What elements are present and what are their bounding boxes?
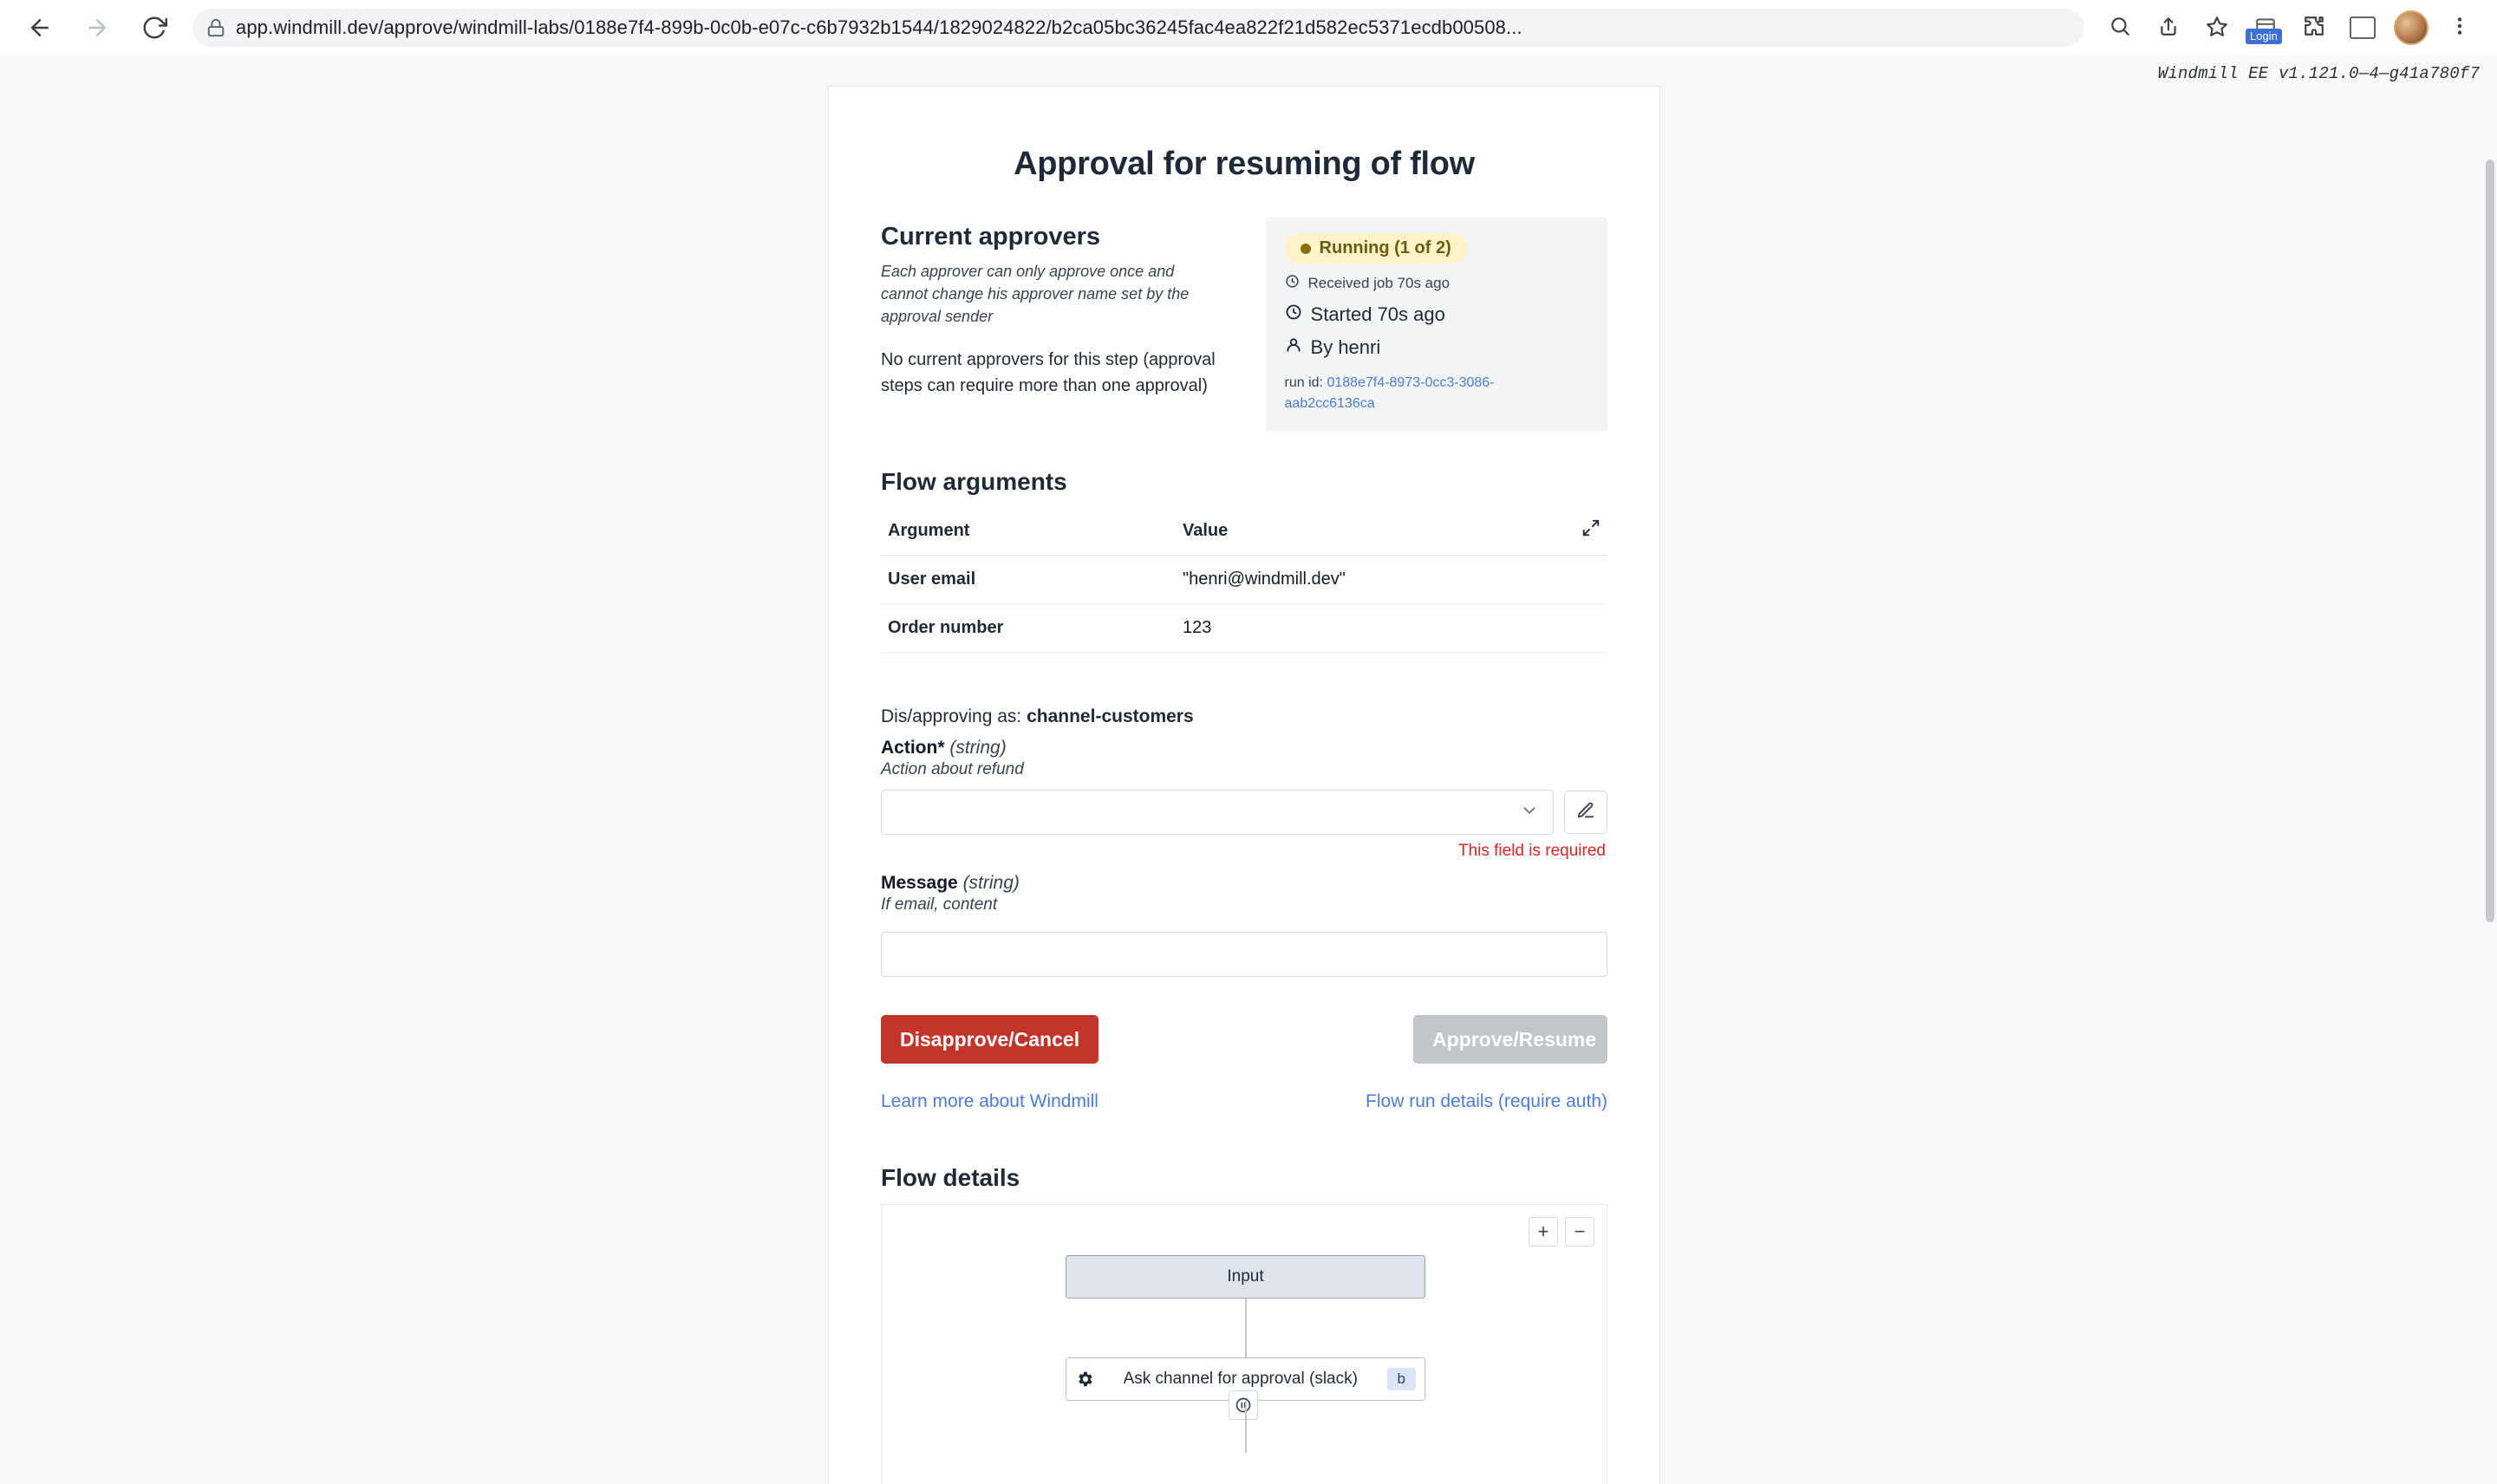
clock-icon bbox=[1285, 303, 1302, 326]
action-buttons-row bbox=[881, 1015, 1607, 1064]
profile-button[interactable] bbox=[2389, 6, 2433, 49]
disapproving-as-prefix: Dis/approving as: bbox=[881, 706, 1022, 726]
column-header-value: Value bbox=[1176, 510, 1555, 556]
avatar bbox=[2394, 10, 2429, 45]
search-icon bbox=[2109, 15, 2131, 42]
run-status-panel bbox=[1266, 218, 1607, 432]
table-row bbox=[881, 604, 1607, 653]
extensions-button[interactable] bbox=[2292, 6, 2336, 49]
argument-value: "henri@windmill.dev" bbox=[1176, 556, 1607, 604]
message-input[interactable] bbox=[881, 932, 1607, 977]
flow-details-heading: Flow details bbox=[881, 1164, 1020, 1191]
current-approvers-note: No current approvers for this step (approval steps can require more than one approval) bbox=[881, 350, 1216, 396]
address-bar[interactable] bbox=[192, 9, 2084, 47]
status-badge-label: Running (1 of 2) bbox=[1319, 238, 1451, 257]
expand-icon bbox=[1581, 518, 1601, 543]
forward-button[interactable] bbox=[73, 3, 121, 52]
zoom-in-button[interactable]: + bbox=[1529, 1217, 1558, 1246]
bookmark-button[interactable] bbox=[2195, 6, 2239, 49]
approval-card bbox=[828, 86, 1660, 1484]
action-type: (string) bbox=[949, 738, 1007, 758]
scrollbar-thumb[interactable] bbox=[2486, 159, 2494, 922]
started-text: Started 70s ago bbox=[1310, 303, 1445, 325]
summary-row bbox=[881, 218, 1607, 432]
login-badge: Login bbox=[2246, 29, 2282, 44]
flow-run-details-link[interactable]: Flow run details (require auth) bbox=[1366, 1091, 1607, 1111]
started-line bbox=[1285, 303, 1588, 326]
share-button[interactable] bbox=[2147, 6, 2190, 49]
action-label-text: Action bbox=[881, 738, 938, 758]
action-select[interactable] bbox=[881, 790, 1554, 835]
graph-zoom-controls bbox=[1529, 1217, 1594, 1246]
graph-edge bbox=[1245, 1298, 1247, 1357]
clock-icon bbox=[1285, 274, 1300, 293]
approval-form bbox=[881, 706, 1607, 1112]
disapproving-as bbox=[881, 706, 1607, 727]
flow-arguments-table bbox=[881, 510, 1607, 653]
table-header-row bbox=[881, 510, 1607, 556]
gear-icon bbox=[1075, 1370, 1094, 1389]
argument-name: User email bbox=[881, 556, 1176, 604]
message-description: If email, content bbox=[881, 895, 998, 914]
user-icon bbox=[1285, 336, 1302, 359]
three-dot-menu-icon bbox=[2448, 15, 2471, 42]
flow-graph[interactable] bbox=[881, 1204, 1607, 1484]
lock-icon bbox=[206, 18, 225, 37]
back-button[interactable] bbox=[16, 3, 64, 52]
puzzle-icon bbox=[2303, 15, 2325, 42]
chevron-down-icon bbox=[1520, 801, 1539, 824]
zoom-out-button[interactable]: − bbox=[1565, 1217, 1594, 1246]
message-field-label bbox=[881, 873, 1607, 894]
action-required-mark: * bbox=[937, 738, 945, 758]
reload-icon bbox=[141, 15, 167, 41]
argument-value: 123 bbox=[1176, 604, 1607, 653]
forward-arrow-icon bbox=[84, 15, 110, 41]
share-icon bbox=[2157, 15, 2180, 42]
star-icon bbox=[2206, 15, 2228, 42]
version-label: Windmill EE v1.121.0—4—g41a780f7 bbox=[2157, 64, 2480, 83]
run-id-link[interactable]: 0188e7f4-8973-0cc3-3086-aab2cc6136ca bbox=[1284, 375, 1495, 411]
received-line bbox=[1285, 274, 1588, 293]
run-id-line bbox=[1285, 373, 1571, 414]
action-input-row bbox=[881, 790, 1607, 835]
browser-actions bbox=[2098, 6, 2481, 49]
action-edit-button[interactable] bbox=[1564, 791, 1607, 834]
browser-menu-button[interactable] bbox=[2438, 6, 2481, 49]
pencil-icon bbox=[1576, 801, 1595, 824]
received-text: Received job 70s ago bbox=[1307, 275, 1451, 291]
disapprove-cancel-button[interactable]: Disapprove/Cancel bbox=[881, 1015, 1099, 1064]
expand-table-button[interactable] bbox=[1555, 510, 1607, 556]
action-error-message: This field is required bbox=[1457, 842, 1606, 860]
author-line bbox=[1285, 336, 1588, 359]
table-row bbox=[881, 556, 1607, 604]
flow-arguments-heading: Flow arguments bbox=[881, 468, 1067, 495]
graph-edge bbox=[1245, 1401, 1247, 1453]
action-description: Action about refund bbox=[881, 760, 1024, 778]
action-field-label bbox=[881, 738, 1607, 758]
current-approvers-heading: Current approvers bbox=[881, 223, 1101, 251]
author-text: By henri bbox=[1310, 336, 1381, 358]
graph-node-label: Ask channel for approval (slack) bbox=[1123, 1370, 1358, 1388]
password-manager-button[interactable] bbox=[2244, 6, 2287, 49]
approve-resume-button[interactable]: Approve/Resume bbox=[1413, 1015, 1607, 1064]
side-panel-icon bbox=[2350, 16, 2376, 39]
disapproving-as-value: channel-customers bbox=[1027, 706, 1194, 726]
page-title: Approval for resuming of flow bbox=[1014, 146, 1475, 182]
message-type: (string) bbox=[962, 873, 1020, 893]
back-arrow-icon bbox=[27, 15, 53, 41]
address-bar-url: app.windmill.dev/approve/windmill-labs/0188e7f4-899b-0c0b-e07c-c6b7932b1544/1829024822/b2ca05bc36245fac4ea822f21d582ec5371ecdb00508... bbox=[236, 16, 1522, 38]
current-approvers-panel bbox=[881, 218, 1236, 416]
current-approvers-subtitle: Each approver can only approve once and cannot change his approver name set by the approval sender bbox=[881, 263, 1190, 326]
reload-button[interactable] bbox=[130, 3, 179, 52]
status-badge bbox=[1285, 233, 1467, 264]
page-scrollbar[interactable] bbox=[2483, 55, 2497, 1484]
search-button[interactable] bbox=[2098, 6, 2142, 49]
flow-details-section bbox=[881, 1164, 1607, 1484]
graph-node-badge: b bbox=[1387, 1368, 1416, 1390]
footer-links bbox=[881, 1091, 1607, 1112]
status-dot-icon bbox=[1301, 244, 1311, 254]
column-header-argument: Argument bbox=[881, 510, 1176, 556]
side-panel-button[interactable] bbox=[2341, 6, 2384, 49]
run-id-label: run id: bbox=[1284, 375, 1323, 390]
graph-node-input[interactable]: Input bbox=[1066, 1255, 1425, 1298]
page-body bbox=[0, 55, 2497, 1484]
learn-more-link[interactable]: Learn more about Windmill bbox=[881, 1091, 1099, 1111]
browser-toolbar bbox=[0, 0, 2497, 55]
message-label-text: Message bbox=[881, 873, 958, 893]
suspend-icon bbox=[1229, 1390, 1258, 1420]
argument-name: Order number bbox=[881, 604, 1176, 653]
